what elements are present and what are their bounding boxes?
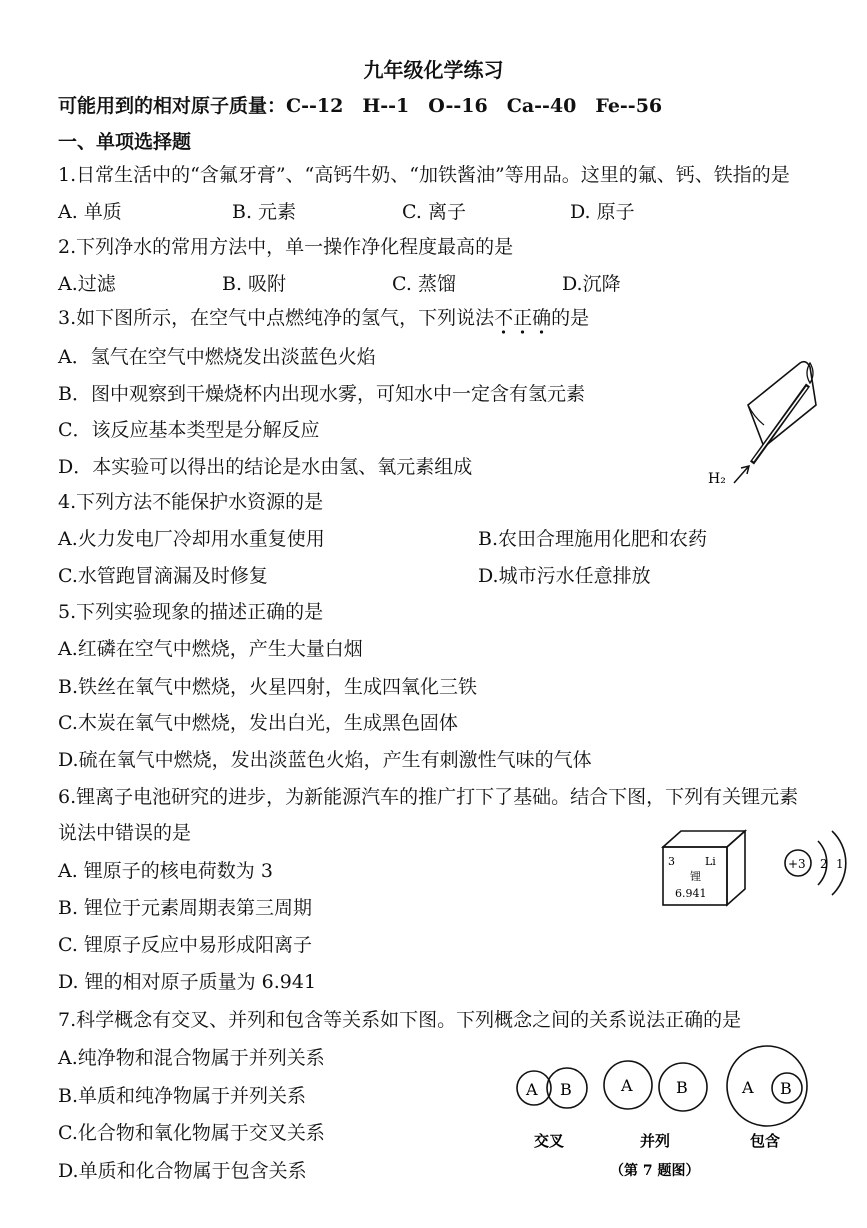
q3-emphasis xyxy=(494,307,551,329)
atomic-mass: 6.941 xyxy=(675,887,707,900)
question-6-line2: 说法中错误的是 xyxy=(58,822,192,844)
nucleus-charge: +3 xyxy=(788,857,806,871)
periodic-cell-figure xyxy=(655,825,751,913)
contain-circle-outer xyxy=(727,1046,807,1126)
arrow-line xyxy=(734,467,748,483)
gas-tube-inner xyxy=(753,387,807,461)
parallel-caption: 并列 xyxy=(640,1132,671,1150)
parallel-relation xyxy=(604,1061,707,1150)
q5-option-d: D.硫在氧气中燃烧，发出淡蓝色火焰，产生有刺激性气味的气体 xyxy=(58,749,592,771)
q4-option-d: D.城市污水任意排放 xyxy=(478,565,651,587)
cross-caption: 交叉 xyxy=(534,1132,565,1150)
contain-label-b: B xyxy=(780,1079,792,1098)
q6-option-b: B. 锂位于元素周期表第三周期 xyxy=(58,897,313,919)
concept-relations-figure xyxy=(510,1042,810,1182)
q2-option-d: D.沉降 xyxy=(562,273,621,295)
q1-option-d: D. 原子 xyxy=(570,201,635,223)
q3-option-a: A．氢气在空气中燃烧发出淡蓝色火焰 xyxy=(58,346,376,368)
question-5: 5.下列实验现象的描述正确的是 xyxy=(58,601,324,623)
shell-2-count: 1 xyxy=(836,857,844,871)
contain-label-a: A xyxy=(742,1078,754,1097)
q3-emphasis-text: 不正确 xyxy=(494,307,552,329)
q6-option-d: D. 锂的相对原子质量为 6.941 xyxy=(58,971,317,993)
q6-option-c: C. 锂原子反应中易形成阳离子 xyxy=(58,934,312,956)
page-title: 九年级化学练习 xyxy=(363,58,504,82)
q5-option-a: A.红磷在空气中燃烧，产生大量白烟 xyxy=(58,638,363,660)
cross-label-b: B xyxy=(560,1080,572,1099)
section-heading: 一、单项选择题 xyxy=(58,131,192,153)
cross-relation xyxy=(517,1068,587,1150)
cube-side xyxy=(727,831,745,905)
q4-option-b: B.农田合理施用化肥和农药 xyxy=(478,528,708,550)
parallel-label-b: B xyxy=(676,1078,688,1097)
parallel-label-a: A xyxy=(621,1076,633,1095)
question-4: 4.下列方法不能保护水资源的是 xyxy=(58,491,324,513)
beaker-outline xyxy=(748,362,816,447)
q7-option-c: C.化合物和氧化物属于交叉关系 xyxy=(58,1122,325,1144)
contain-relation xyxy=(727,1046,807,1150)
question-2: 2.下列净水的常用方法中，单一操作净化程度最高的是 xyxy=(58,236,514,258)
q7-option-b: B.单质和纯净物属于并列关系 xyxy=(58,1085,307,1107)
question-7: 7.科学概念有交叉、并列和包含等关系如下图。下列概念之间的关系说法正确的是 xyxy=(58,1009,742,1031)
element-symbol: Li xyxy=(705,855,716,868)
q2-option-a: A.过滤 xyxy=(58,273,116,295)
q3-option-b: B．图中观察到干燥烧杯内出现水雾，可知水中一定含有氢元素 xyxy=(58,383,585,405)
q3-stem-pre: 3.如下图所示，在空气中点燃纯净的氢气，下列说法 xyxy=(58,307,495,329)
q2-option-b: B. 吸附 xyxy=(222,273,287,295)
figure-caption: （第 7 题图） xyxy=(610,1163,700,1179)
beaker-rim xyxy=(748,405,764,425)
q1-option-a: A. 单质 xyxy=(58,201,122,223)
atomic-structure-figure xyxy=(780,825,855,905)
q5-option-c: C.木炭在氧气中燃烧，发出白光，生成黑色固体 xyxy=(58,712,458,734)
question-1: 1.日常生活中的“含氟牙膏”、“高钙牛奶、“加铁酱油”等用品。这里的氟、钙、铁指的是 xyxy=(58,164,790,186)
q1-option-c: C. 离子 xyxy=(402,201,466,223)
q7-option-d: D.单质和化合物属于包含关系 xyxy=(58,1160,307,1182)
q3-stem-post: 的是 xyxy=(551,307,590,329)
hydrogen-burning-figure xyxy=(700,355,825,495)
h2-label: H₂ xyxy=(708,471,726,487)
emphasis-dots xyxy=(494,329,551,335)
q6-option-a: A. 锂原子的核电荷数为 3 xyxy=(58,860,273,882)
question-3 xyxy=(58,306,589,330)
q1-option-b: B. 元素 xyxy=(232,201,297,223)
cross-label-a: A xyxy=(526,1080,538,1099)
question-6-line1: 6.锂离子电池研究的进步，为新能源汽车的推广打下了基础。结合下图，下列有关锂元素 xyxy=(58,786,799,808)
q5-option-b: B.铁丝在氧气中燃烧，火星四射，生成四氧化三铁 xyxy=(58,676,478,698)
q2-option-c: C. 蒸馏 xyxy=(392,273,456,295)
shell-1-count: 2 xyxy=(820,857,828,871)
q4-option-c: C.水管跑冒滴漏及时修复 xyxy=(58,565,268,587)
contain-caption: 包含 xyxy=(750,1132,781,1150)
q4-option-a: A.火力发电厂冷却用水重复使用 xyxy=(58,528,325,550)
q3-option-c: C．该反应基本类型是分解反应 xyxy=(58,419,320,441)
q7-option-a: A.纯净物和混合物属于并列关系 xyxy=(58,1047,325,1069)
cube-top xyxy=(663,831,745,847)
atomic-number: 3 xyxy=(668,855,675,868)
q3-option-d: D．本实验可以得出的结论是水由氢、氧元素组成 xyxy=(58,456,473,478)
element-name: 锂 xyxy=(690,870,701,883)
atomic-masses: 可能用到的相对原子质量：C--12 H--1 O--16 Ca--40 Fe--56 xyxy=(58,95,663,117)
